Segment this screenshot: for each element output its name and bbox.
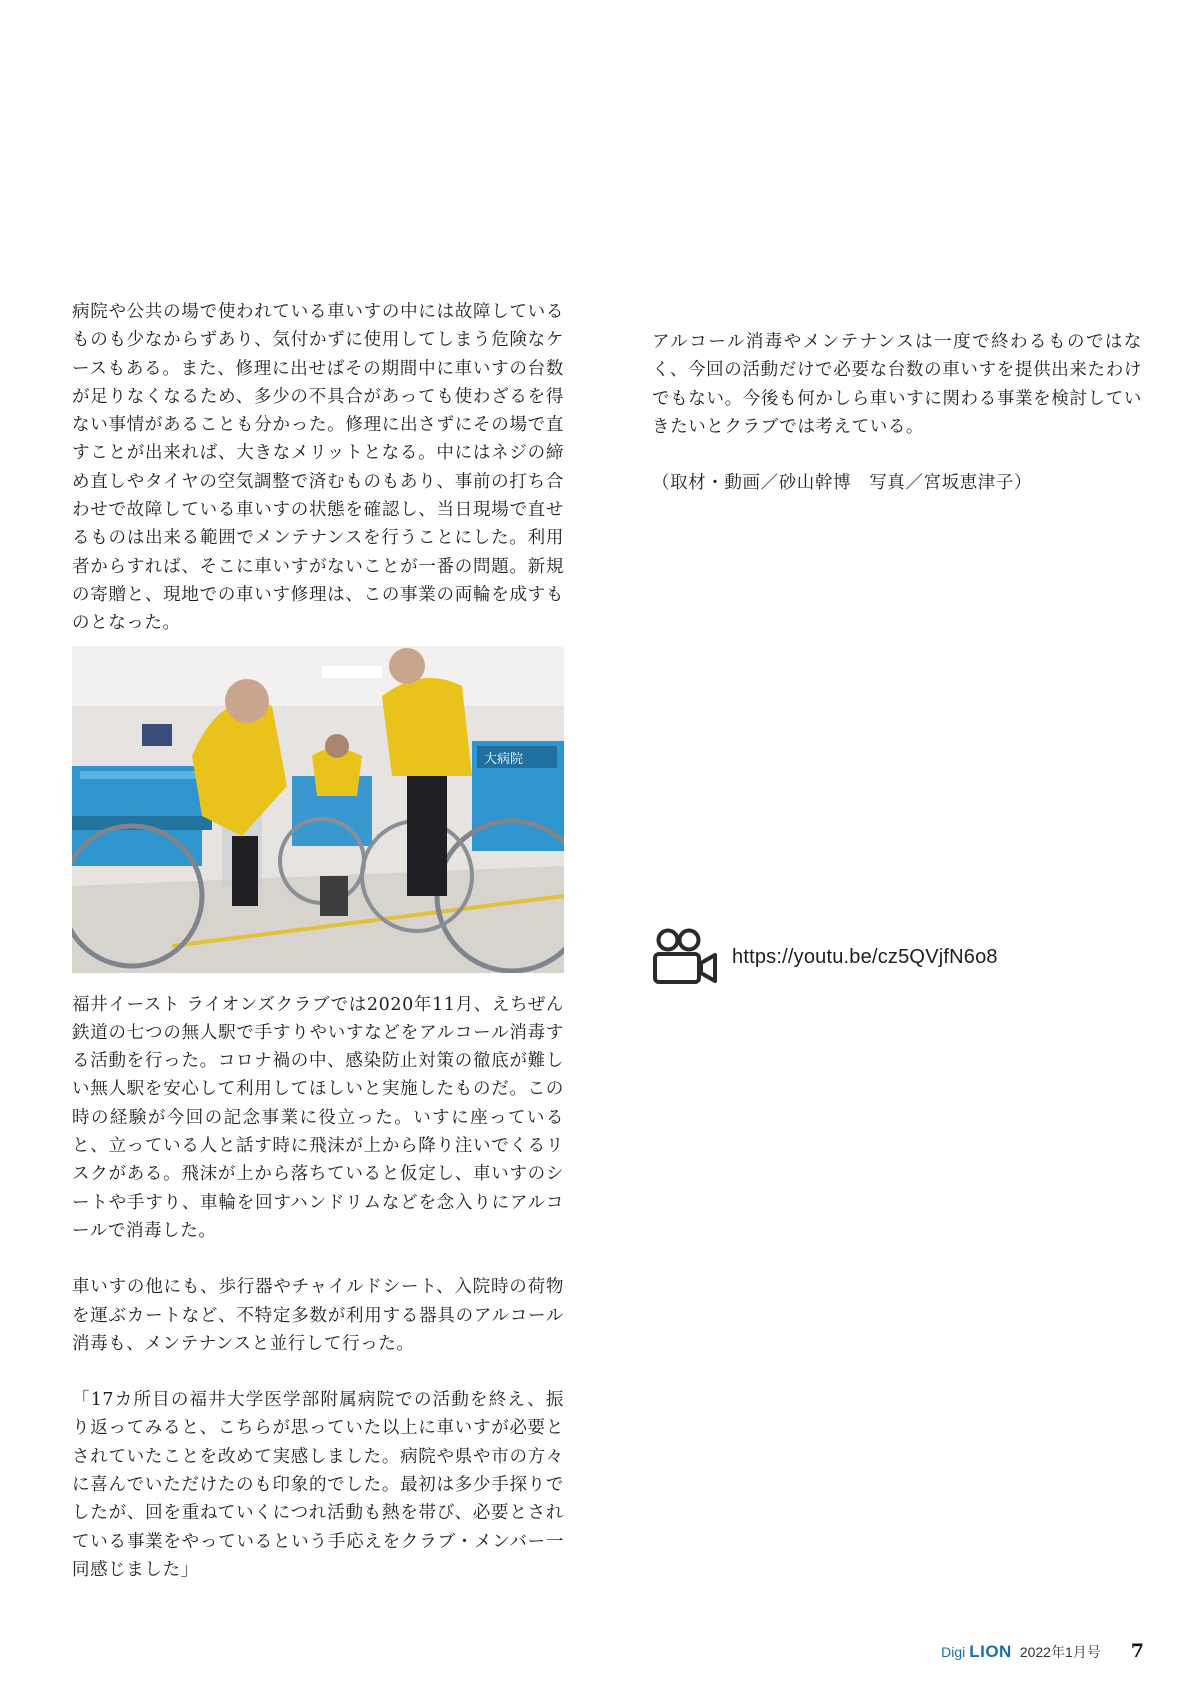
photo-credit: （取材・動画／砂山幹博 写真／宮坂恵津子）: [652, 473, 1033, 494]
left-column: [72, 298, 564, 1584]
article-paragraph: 車いすの他にも、歩行器やチャイルドシート、入院時の荷物を運ぶカートなど、不特定多数が利用する器具のアルコール消毒も、メンテナンスと並行して行った。: [72, 1277, 564, 1354]
article-paragraph: 福井イースト ライオンズクラブでは2020年11月、えちぜん鉄道の七つの無人駅で手すりやいすなどをアルコール消毒する活動を行った。コロナ禍の中、感染防止対策の徹底が難しい無人駅を安心して利用してほしいと実施したものだ。この時の経験が今回の記念事業に役立った。いすに座っていると、立っている人と話す時に飛沫が上から降り注いでくるリスクがある。飛沫が上から落ちていると仮定し、車いすのシートや手すり、車輪を回すハンドリムなどを念入りにアルコールで消毒した。: [72, 994, 564, 1241]
article-paragraph: アルコール消毒やメンテナンスは一度で終わるものではなく、今回の活動だけで必要な台数の車いすを提供出来たわけでもない。今後も何かしら車いすに関わる事業を検討していきたいとクラブでは考えている。: [652, 332, 1142, 437]
video-link[interactable]: [652, 928, 998, 986]
wheelchair-sign: 大病院: [484, 751, 524, 767]
article-paragraph: 病院や公共の場で使われている車いすの中には故障しているものも少なからずあり、気付かずに使用してしまう危険なケースもある。また、修理に出せばその期間中に車いすの台数が足りなくなるため、多少の不具合があっても使わざるを得ない事情があることも分かった。修理に出さずにその場で直すことが出来れば、大きなメリットとなる。中にはネジの締め直しやタイヤの空気調整で済むものもあり、事前の打ち合わせで故障している車いすの状態を確認し、当日現場で直せるものは出来る範囲でメンテナンスを行うことにした。利用者からすれば、そこに車いすがないことが一番の問題。新規の寄贈と、現地での車いす修理は、この事業の両輪を成すものとなった。: [72, 302, 564, 634]
video-camera-icon: [652, 928, 718, 986]
issue-date: 2022年1月号: [1019, 1644, 1101, 1660]
video-url-link[interactable]: https://youtu.be/cz5QVjfN6o8: [732, 945, 998, 968]
brand-name: LION: [969, 1642, 1012, 1661]
photo-illustration: [72, 646, 564, 973]
article-photo: [72, 646, 564, 973]
page-footer: [941, 1640, 1144, 1662]
brand-prefix: Digi: [941, 1644, 966, 1660]
article-paragraph: 「17カ所目の福井大学医学部附属病院での活動を終え、振り返ってみると、こちらが思っていた以上に車いすが必要とされていたことを改めて実感しました。病院や県や市の方々に喜んでいただけたのも印象的でした。最初は多少手探りでしたが、回を重ねていくにつれ活動も熱を帯び、必要とされている事業をやっているという手応えをクラブ・メンバー一同感じました」: [72, 1390, 564, 1580]
right-column: [652, 328, 1142, 497]
page-number: 7: [1130, 1640, 1144, 1662]
